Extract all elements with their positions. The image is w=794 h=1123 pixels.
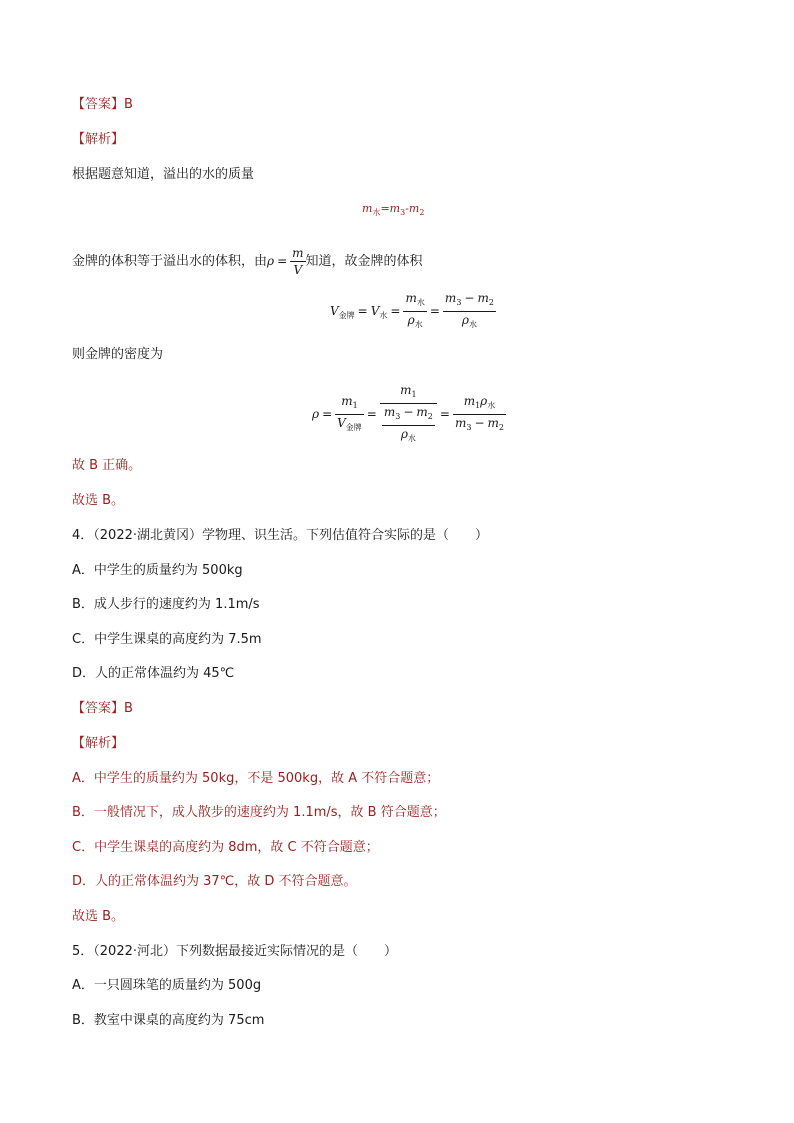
option-c: C．中学生课桌的高度约为 7.5m <box>72 632 262 647</box>
option-a: A．一只圆珠笔的质量约为 500g <box>72 978 262 993</box>
analysis-text: 则金牌的密度为 <box>72 347 164 362</box>
answer-label: 【答案】 <box>72 97 125 112</box>
analysis-label: 【解析】 <box>72 736 125 751</box>
analysis-item-d: D．人的正常体温约为 37℃，故 D 不符合题意。 <box>72 874 357 889</box>
analysis-item-b: B．一般情况下，成人散步的速度约为 1.1m/s，故 B 符合题意； <box>72 805 446 820</box>
option-a: A．中学生的质量约为 500kg <box>72 563 243 578</box>
option-b: B．成人步行的速度约为 1.1m/s <box>72 597 260 612</box>
formula-medal-density: ρ = $\frac{m_1}{V_{金牌}}$ = $\frac{m_1}{\frac{m_3 - m_2}{\rho_水}}$ = $\frac{m_1\rho_水}{m_3 - m_2}$ <box>312 383 504 443</box>
analysis-item-a: A．中学生的质量约为 50kg，不是 500kg，故 A 不符合题意； <box>72 771 440 786</box>
answer-value: B <box>124 97 133 112</box>
answer-value: B <box>124 701 133 716</box>
analysis-label: 【解析】 <box>72 132 125 147</box>
conclusion-text: 故选 B。 <box>72 493 125 508</box>
density-inline-formula: ρ = $\frac{m}{V}$ <box>267 246 304 277</box>
analysis-text: 故 B 正确。 <box>72 458 142 473</box>
formula-water-mass: $m_水=m_3-m_2$ <box>362 202 425 217</box>
question-stem: 5．（2022·河北）下列数据最接近实际情况的是（ ） <box>72 944 397 959</box>
option-b: B．教室中课桌的高度约为 75cm <box>72 1013 265 1028</box>
analysis-item-c: C．中学生课桌的高度约为 8dm，故 C 不符合题意； <box>72 840 379 855</box>
answer-line <box>72 96 133 114</box>
formula-medal-volume: $V_{金牌} = V_水$ = $\frac{m_水}{\rho_水}$ = $\frac{m_3 - m_2}{\rho_水}$ <box>330 291 494 329</box>
conclusion-text: 故选 B。 <box>72 909 125 924</box>
analysis-text: 根据题意知道，溢出的水的质量 <box>72 167 255 182</box>
answer-label: 【答案】 <box>72 701 125 716</box>
option-d: D．人的正常体温约为 45℃ <box>72 666 235 681</box>
answer-line <box>72 700 133 718</box>
analysis-text: 金牌的体积等于溢出水的体积，由ρ = $\frac{m}{V}$ 知道，故金牌的体积 <box>72 246 423 277</box>
question-stem: 4．（2022·湖北黄冈）学物理、识生活。下列估值符合实际的是（ ） <box>72 528 488 543</box>
